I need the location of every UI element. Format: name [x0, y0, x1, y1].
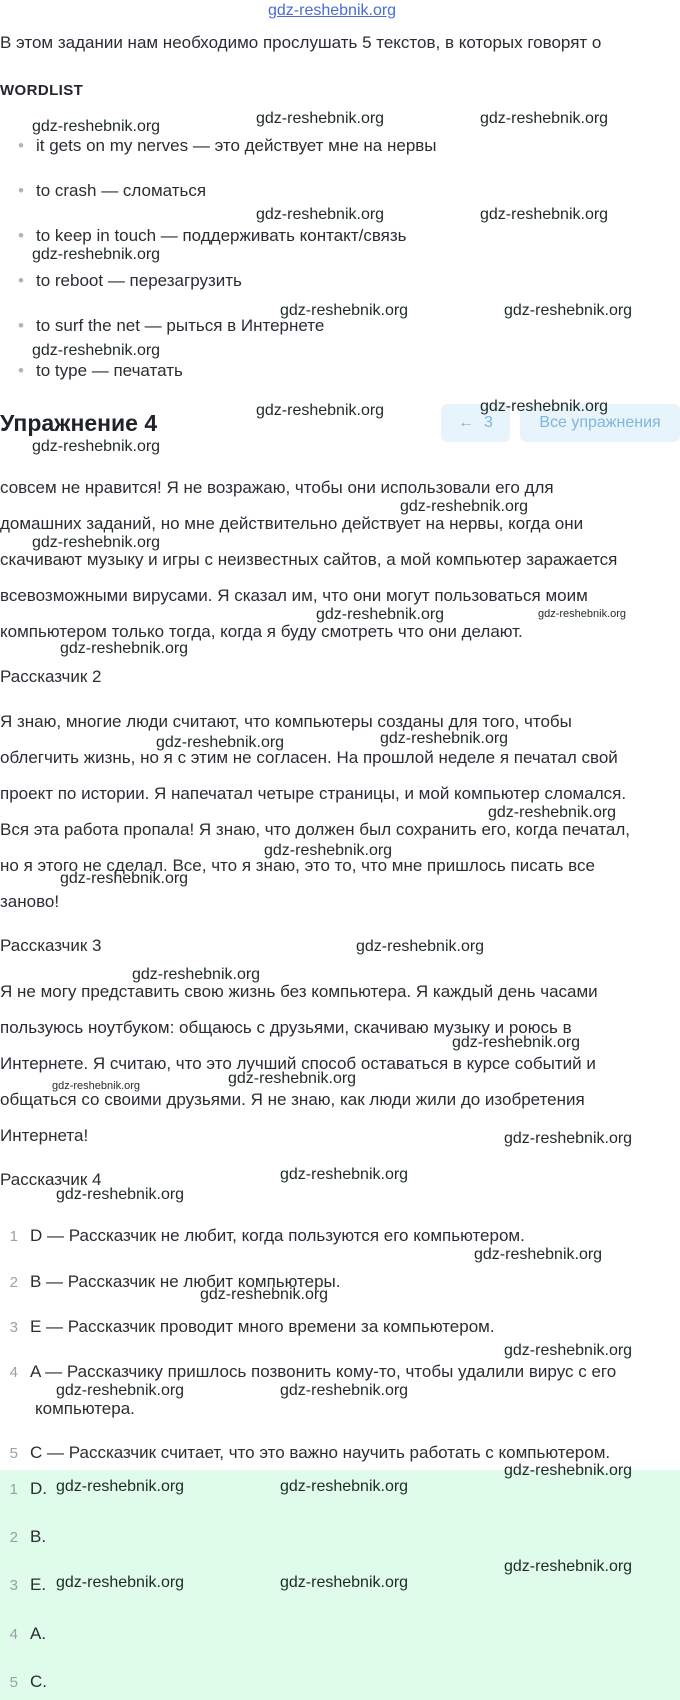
bullet-icon: • [18, 136, 24, 155]
watermark: gdz-reshebnik.org [32, 534, 161, 551]
watermark: gdz-reshebnik.org [474, 1246, 603, 1263]
speaker2-label: Рассказчик 2 [0, 667, 102, 686]
text-line: Интернета! [0, 1126, 89, 1145]
text-line: компьютером только тогда, когда я буду смотреть что они делают. [0, 622, 523, 641]
wordlist-item: • to type — печатать [18, 361, 183, 380]
text-line: домашних заданий, но мне действительно действует на нервы, когда они [0, 514, 584, 533]
watermark: gdz-reshebnik.org [56, 1478, 185, 1495]
watermark: gdz-reshebnik.org [280, 1166, 409, 1183]
watermark: gdz-reshebnik.org [480, 110, 609, 127]
answer-item: 5 C. [9, 1672, 47, 1691]
text-line: пользуюсь ноутбуком: общаюсь с друзьями, скачиваю музыку и роюсь в [0, 1018, 572, 1037]
list-item: 2 B — Рассказчик не любит компьютеры. [9, 1272, 341, 1291]
wordlist-item: • to surf the net — рыться в Интернете [18, 316, 325, 335]
watermark: gdz-reshebnik.org [504, 302, 633, 319]
watermark: gdz-reshebnik.org [380, 730, 509, 747]
wordlist-item: • it gets on my nerves — это действует мне на нервы [18, 136, 437, 155]
watermark: gdz-reshebnik.org [60, 870, 189, 887]
watermark: gdz-reshebnik.org [56, 1186, 185, 1203]
watermark: gdz-reshebnik.org [132, 966, 261, 983]
text-line: совсем не нравится! Я не возражаю, чтобы они использовали его для [0, 478, 554, 497]
text-line: всевозможными вирусами. Я сказал им, что они могут пользоваться моим [0, 586, 588, 605]
watermark: gdz-reshebnik.org [538, 608, 627, 620]
text-line: общаться со своими друзьями. Я не знаю, как люди жили до изобретения [0, 1090, 585, 1109]
list-item-continuation: компьютера. [35, 1399, 135, 1418]
speaker4-label: Рассказчик 4 [0, 1170, 102, 1189]
text-line: скачивают музыку и игры с неизвестных сайтов, а мой компьютер заражается [0, 550, 618, 569]
wordlist-item: • to crash — сломаться [18, 181, 207, 200]
bullet-icon: • [18, 271, 24, 290]
text-line: Я знаю, многие люди считают, что компьютеры созданы для того, чтобы [0, 712, 572, 731]
list-item: 1 D — Рассказчик не любит, когда пользуются его компьютером. [9, 1226, 525, 1245]
list-item: 4 A — Рассказчику пришлось позвонить кому-то, чтобы удалили вирус с его [9, 1362, 617, 1381]
watermark: gdz-reshebnik.org [504, 1342, 633, 1359]
watermark: gdz-reshebnik.org [280, 1478, 409, 1495]
watermark: gdz-reshebnik.org [256, 402, 385, 419]
watermark: gdz-reshebnik.org [156, 734, 285, 751]
answer-item: 1 D. [9, 1479, 47, 1498]
watermark: gdz-reshebnik.org [32, 342, 161, 359]
text-line: Вся эта работа пропала! Я знаю, что должен был сохранить его, когда печатал, [0, 820, 630, 839]
bullet-icon: • [18, 226, 24, 245]
bullet-icon: • [18, 316, 24, 335]
watermark: gdz-reshebnik.org [504, 1462, 633, 1479]
watermark: gdz-reshebnik.org [400, 498, 529, 515]
watermark: gdz-reshebnik.org [60, 640, 189, 657]
intro-text: В этом задании нам необходимо прослушать 5 текстов, в которых говорят о [0, 33, 602, 52]
wordlist-item: • to keep in touch — поддерживать контакт/связь [18, 226, 407, 245]
watermark: gdz-reshebnik.org [480, 206, 609, 223]
answer-item: 3 E. [9, 1575, 47, 1594]
watermark: gdz-reshebnik.org [504, 1558, 633, 1575]
watermark: gdz-reshebnik.org [228, 1070, 357, 1087]
watermark: gdz-reshebnik.org [32, 438, 161, 455]
watermark: gdz-reshebnik.org [56, 1382, 185, 1399]
list-item: 5 C — Рассказчик считает, что это важно научить работать с компьютером. [9, 1443, 611, 1462]
text-line: Интернете. Я считаю, что это лучший способ оставаться в курсе событий и [0, 1054, 596, 1073]
watermark: gdz-reshebnik.org [480, 398, 609, 415]
list-item: 3 E — Рассказчик проводит много времени за компьютером. [9, 1317, 495, 1336]
watermark: gdz-reshebnik.org [256, 206, 385, 223]
watermark: gdz-reshebnik.org [32, 246, 161, 263]
wordlist-item: • to reboot — перезагрузить [18, 271, 242, 290]
answer-item: 4 A. [9, 1624, 47, 1643]
all-exercises-button[interactable]: Все упражнения [520, 404, 680, 442]
top-watermark-link[interactable]: gdz-reshebnik.org [268, 2, 397, 19]
prev-exercise-button[interactable]: ← 3 [441, 404, 510, 442]
text-line: облегчить жизнь, но я с этим не согласен. На прошлой неделе я печатал свой [0, 748, 618, 767]
watermark: gdz-reshebnik.org [452, 1034, 581, 1051]
answer-item: 2 B. [9, 1527, 47, 1546]
arrow-left-icon: ← [458, 414, 475, 431]
watermark: gdz-reshebnik.org [504, 1130, 633, 1147]
bullet-icon: • [18, 181, 24, 200]
watermark: gdz-reshebnik.org [280, 1382, 409, 1399]
watermark: gdz-reshebnik.org [52, 1080, 141, 1092]
watermark: gdz-reshebnik.org [56, 1574, 185, 1591]
watermark: gdz-reshebnik.org [280, 1574, 409, 1591]
wordlist-title: WORDLIST [0, 82, 84, 99]
watermark: gdz-reshebnik.org [316, 606, 445, 623]
watermark: gdz-reshebnik.org [256, 110, 385, 127]
watermark: gdz-reshebnik.org [200, 1286, 329, 1303]
speaker3-label: Рассказчик 3 [0, 936, 102, 955]
watermark: gdz-reshebnik.org [32, 118, 161, 135]
watermark: gdz-reshebnik.org [280, 302, 409, 319]
watermark: gdz-reshebnik.org [488, 804, 617, 821]
exercise-title: Упражнение 4 [0, 410, 158, 436]
bullet-icon: • [18, 361, 24, 380]
watermark: gdz-reshebnik.org [356, 938, 485, 955]
watermark: gdz-reshebnik.org [264, 842, 393, 859]
text-line: Я не могу представить свою жизнь без компьютера. Я каждый день часами [0, 982, 598, 1001]
text-line: но я этого не сделал. Все, что я знаю, это то, что мне пришлось писать все [0, 856, 595, 875]
text-line: проект по истории. Я напечатал четыре страницы, и мой компьютер сломался. [0, 784, 627, 803]
text-line: заново! [0, 892, 60, 911]
